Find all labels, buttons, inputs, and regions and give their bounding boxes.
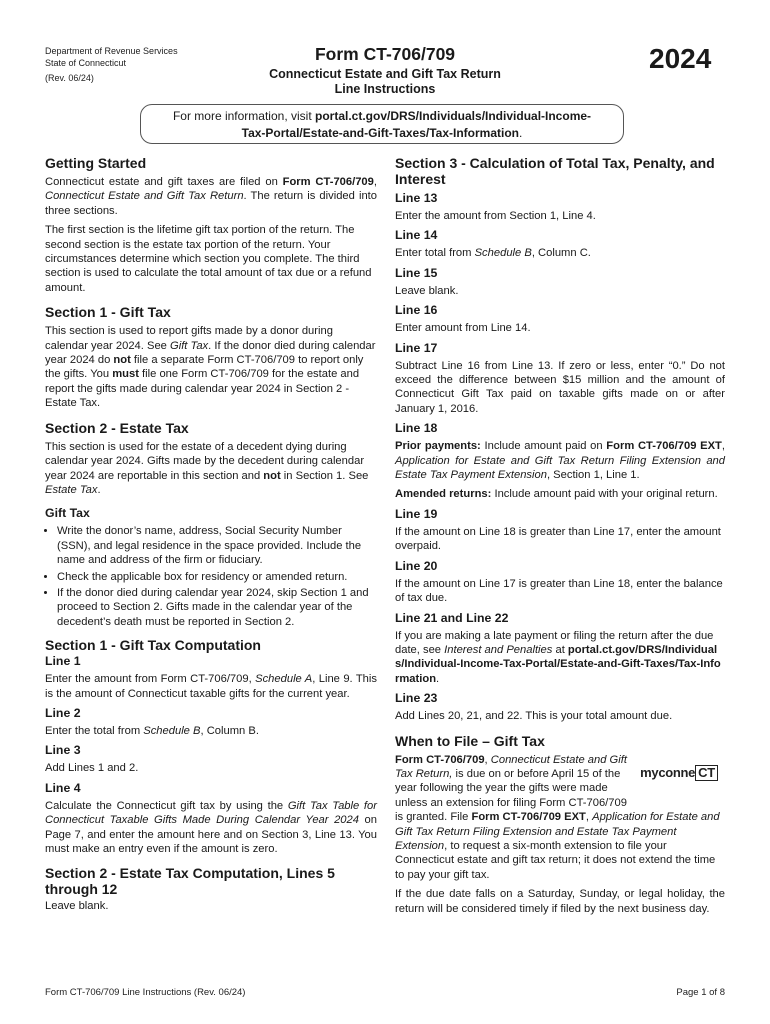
line17-heading: Line 17 (395, 340, 438, 355)
line18-heading: Line 18 (395, 421, 438, 436)
section3-heading: Section 3 - Calculation of Total Tax, Penalty, and Interest (395, 155, 715, 187)
line15-heading: Line 15 (395, 265, 438, 280)
title-block (230, 44, 540, 97)
line4-heading: Line 4 (45, 780, 81, 795)
section1-text: This section is used to report gifts made by a donor during calendar year 2024. See Gift Tax. If the donor died during calendar year 2024 do not file a separate Form CT-706/709 to report only the gifts. You must file one Form CT-706/709 for the estate and report the gifts made during calendar year 2024 in Section 2 - Estate Tax. (45, 325, 376, 410)
getting-started-heading: Getting Started (45, 155, 147, 171)
info-prefix: For more information, visit (172, 109, 315, 123)
gift-tax-computation-heading: Section 1 - Gift Tax Computation (45, 637, 261, 654)
line19-heading: Line 19 (395, 506, 438, 521)
line19-text: If the amount on Line 18 is greater than Line 17, enter the amount overpaid. (395, 525, 721, 553)
myconnect-logo: myconne CT (633, 765, 725, 801)
info-suffix: . (519, 126, 523, 140)
estate-tax-computation-text: Leave blank. (45, 900, 109, 913)
when-to-file-heading: When to File – Gift Tax (395, 732, 545, 749)
line21-22-heading: Line 21 and Line 22 (395, 610, 509, 625)
line2-text: Enter the total from Schedule B, Column B. (45, 724, 259, 737)
line18-amended-returns: Amended returns: Include amount paid with your original return. (395, 488, 718, 501)
interest-penalties-link[interactable]: portal.ct.gov/DRS/Individuals/Individual-Income-Tax-Portal/Estate-and-Gift-Taxes/Tax-Information (395, 643, 721, 685)
line1-text: Enter the amount from Form CT-706/709, Schedule A, Line 9. This is the amount of Connecticut taxable gifts for the current year. (45, 673, 377, 700)
estate-tax-computation-heading: Section 2 - Estate Tax Computation, Lines 5 through 12 (45, 865, 335, 898)
line1-heading: Line 1 (45, 654, 81, 669)
line15-text: Leave blank. (395, 284, 459, 297)
line17-text: Subtract Line 16 from Line 13. If zero or less, enter “0.” Do not exceed the difference between $15 million and the amount of Connecticut Gift Tax paid on taxable gifts made on or after January 1, 2016. (395, 359, 725, 415)
line2-heading: Line 2 (45, 705, 81, 720)
gift-tax-list (45, 524, 377, 629)
info-link-line2[interactable]: Tax-Portal/Estate-and-Gift-Taxes/Tax-Information (241, 126, 520, 140)
getting-started-p2: The first section is the lifetime gift tax portion of the return. The second section is the estate tax portion of the return. Your circumstances determine which section you complete. The third section is used to calculate the total amount of tax due or a refund amount. (45, 224, 372, 294)
state-name: State of Connecticut (45, 58, 127, 68)
agency-block (45, 45, 178, 84)
when-to-file-p2: If the due date falls on a Saturday, Sunday, or legal holiday, the return will be considered timely if filed by the next business day. (395, 888, 725, 915)
agency-name: Department of Revenue Services (45, 46, 178, 56)
line20-heading: Line 20 (395, 558, 438, 573)
section2-text: This section is used for the estate of a decedent dying during calendar year 2024. Gifts made by the decedent during calendar year 2024 are reportable in this section and not in Section 1. See Estate Tax. (45, 440, 369, 496)
form-subtitle-2: Line Instructions (334, 82, 436, 96)
line13-text: Enter the amount from Section 1, Line 4. (395, 210, 596, 222)
when-to-file-p1: Form CT-706/709, Connecticut Estate and Gift Tax Return, is due on or before April 15 of the year following the year the gifts were made unless an extension for filing Form CT-706/709 is granted. File Form CT-706/709 EXT, Application for Estate and Gift Tax Return Filing Extension and Estate Tax Payment Extension, to request a six-month extension to file your Connecticut estate and gift tax return; it does not extend the time to pay your gift tax. (395, 753, 720, 881)
right-column (395, 155, 725, 921)
footer-form-id: Form CT-706/709 Line Instructions (Rev. 06/24) (45, 987, 246, 998)
line3-text: Add Lines 1 and 2. (45, 762, 139, 775)
section2-heading: Section 2 - Estate Tax (45, 419, 189, 436)
page-number: Page 1 of 8 (676, 987, 725, 998)
line23-text: Add Lines 20, 21, and 22. This is your total amount due. (395, 710, 673, 723)
revision-date: (Rev. 06/24) (45, 73, 94, 83)
line14-heading: Line 14 (395, 228, 438, 243)
line4-text: Calculate the Connecticut gift tax by using the Gift Tax Table for Connecticut Taxable Gifts Made During Calendar Year 2024 on Page 7, and enter the amount here and on Section 3, Line 13. You must make an entry even if the amount is zero. (45, 799, 377, 855)
list-item: • Write the donor’s name, address, Social Security Number (SSN), and legal residence in the space provided. Include the name and address of the firm or fiduciary. (57, 524, 377, 567)
line13-heading: Line 13 (395, 191, 438, 205)
line20-text: If the amount on Line 17 is greater than Line 18, enter the balance of tax due. (395, 577, 723, 605)
gift-tax-heading: Gift Tax (45, 506, 90, 521)
line16-heading: Line 16 (395, 303, 438, 318)
list-item: • If the donor died during calendar year 2024, skip Section 1 and proceed to Section 2. Gifts made in the calendar year of the decedent’s death must be reported in Section 2. (57, 586, 377, 629)
line23-heading: Line 23 (395, 691, 438, 706)
line18-prior-payments: Prior payments: Include amount paid on Form CT-706/709 EXT, Application for Estate and Gift Tax Return Filing Extension and Estate Tax Payment Extension, Section 1, Line 1. (395, 440, 726, 482)
form-title: Form CT-706/709 (314, 44, 456, 64)
line3-heading: Line 3 (45, 743, 81, 758)
section1-heading: Section 1 - Gift Tax (45, 304, 171, 321)
form-subtitle: Connecticut Estate and Gift Tax Return (269, 67, 501, 81)
info-box (140, 104, 624, 144)
tax-year: 2024 (649, 43, 712, 74)
info-link-line1[interactable]: portal.ct.gov/DRS/Individuals/Individual-Income- (315, 109, 592, 123)
getting-started-p1: Connecticut estate and gift taxes are filed on Form CT-706/709, Connecticut Estate and Gift Tax Return. The return is divided into three sections. (45, 176, 377, 217)
list-item: • Check the applicable box for residency or amended return. (57, 570, 377, 584)
left-column (45, 155, 377, 919)
line16-text: Enter amount from Line 14. (395, 322, 531, 335)
line21-22-text: If you are making a late payment or filing the return after the due date, see Interest and Penalties at portal.ct.gov/DRS/Individuals/Individual-Income-Tax-Portal/Estate-and-Gift-Taxes/Tax-Information. (395, 629, 721, 685)
line14-text: Enter total from Schedule B, Column C. (395, 247, 591, 260)
